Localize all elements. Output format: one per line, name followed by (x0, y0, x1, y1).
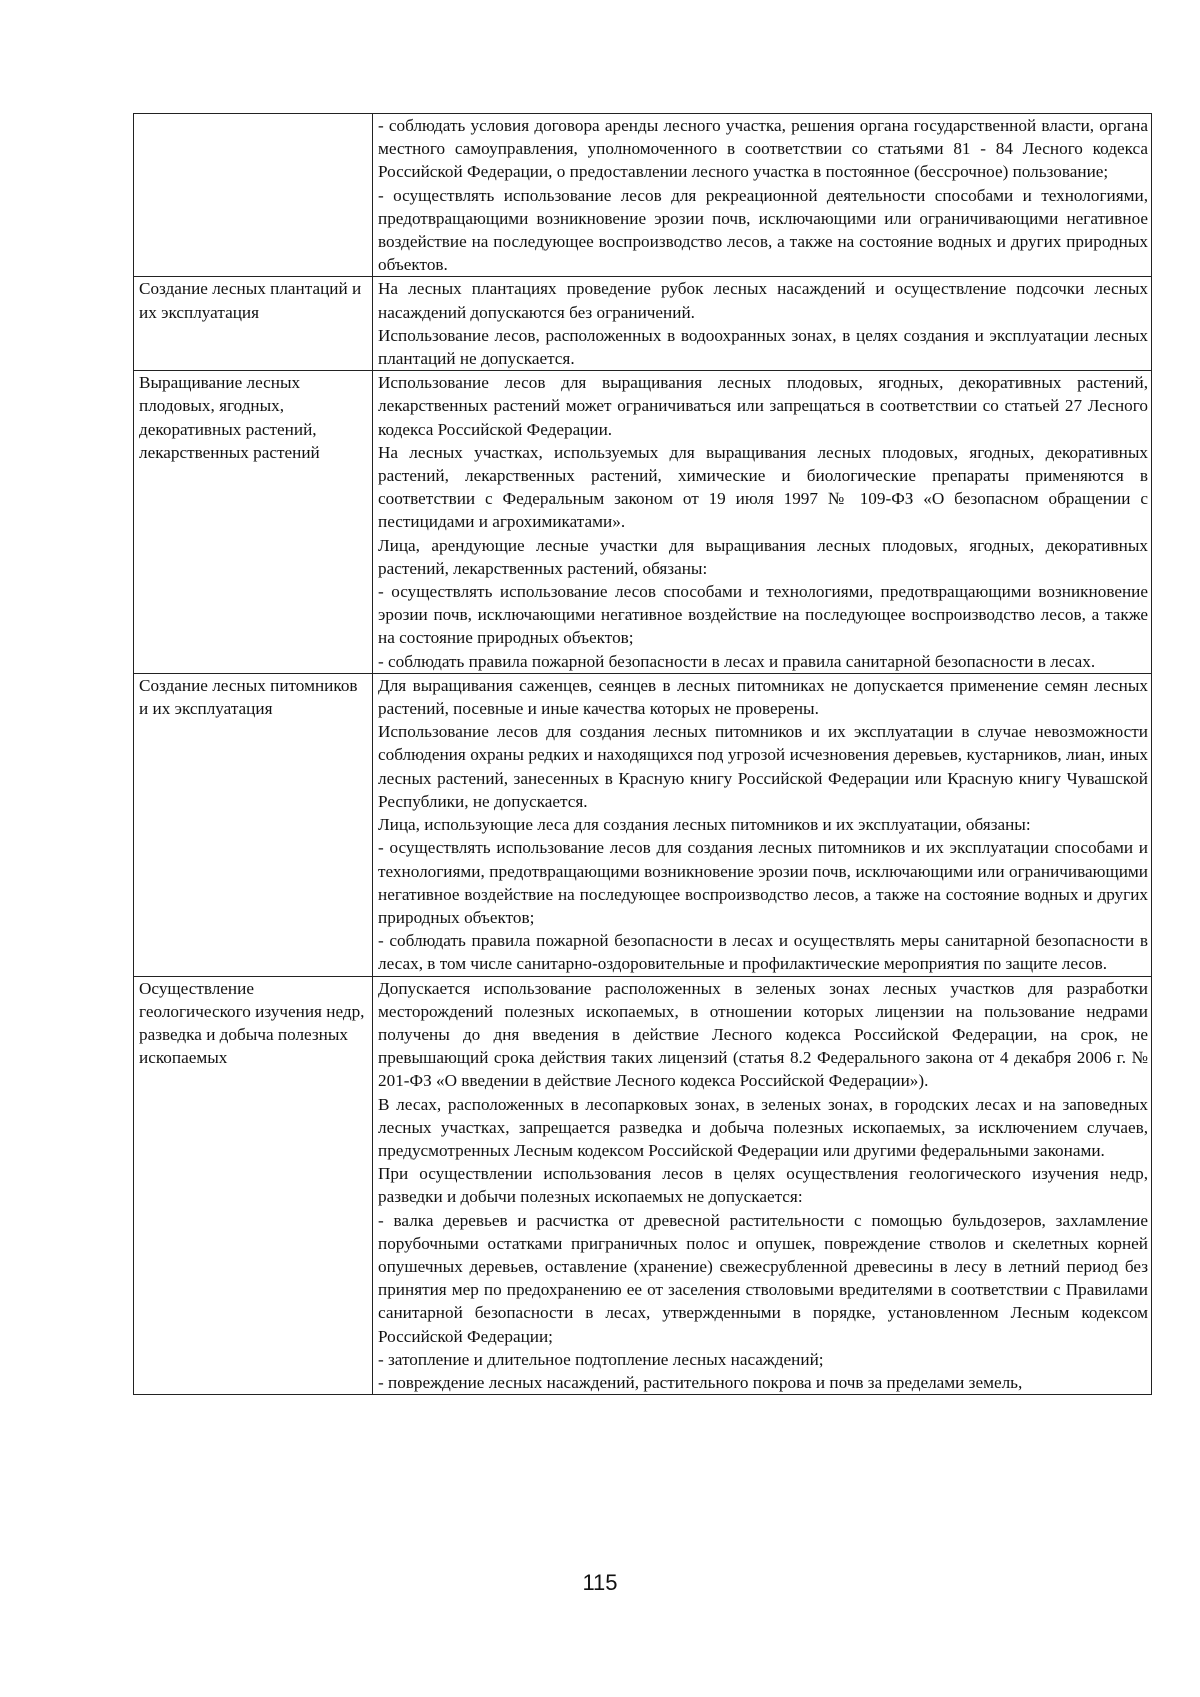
requirement-paragraph: Использование лесов для создания лесных питомников и их эксплуатации в случае невозможности соблюдения охраны редких и находящихся под угрозой исчезновения деревьев, кустарников, лиан, иных лесных растений, занесенных в Красную книгу Российской Федерации или Красную книгу Чувашской Республики, не допускается. (378, 722, 1148, 811)
page-number: 115 (582, 1570, 618, 1595)
regulations-table (133, 113, 1152, 1395)
table-row (134, 277, 1152, 371)
activity-cell: Осуществление геологического изучения недр, разведка и добыча полезных ископаемых (134, 976, 373, 1395)
activity-cell (134, 114, 373, 277)
requirement-paragraph: - соблюдать правила пожарной безопасности в лесах и правила санитарной безопасности в лесах. (378, 651, 1096, 671)
requirement-paragraph: - валка деревьев и расчистка от древесной растительности с помощью бульдозеров, захламление порубочными остатками приграничных полос и опушек, повреждение стволов и скелетных корней опушечных деревьев, оставление (хранение) свежесрубленной древесины в лесу в летний период без принятия мер по предохранению ее от заселения стволовыми вредителями в соответствии с Правилами санитарной безопасности в лесах, утвержденными в порядке, установленном Лесным кодексом Российской Федерации; (378, 1210, 1148, 1346)
requirement-paragraph: Для выращивания саженцев, сеянцев в лесных питомниках не допускается применение семян лесных растений, посевные и иные качества которых не проверены. (378, 675, 1148, 719)
requirement-paragraph: - затопление и длительное подтопление лесных насаждений; (378, 1349, 824, 1369)
requirement-paragraph: - соблюдать условия договора аренды лесного участка, решения органа государственной власти, органа местного самоуправления, уполномоченного в соответствии со статьями 81 - 84 Лесного кодекса Российской Федерации, о предоставлении лесного участка в постоянное (бессрочное) пользование; (378, 116, 1148, 182)
requirements-cell (373, 114, 1152, 277)
activity-cell: Выращивание лесных плодовых, ягодных, декоративных растений, лекарственных растений (134, 371, 373, 674)
activity-cell: Создание лесных плантаций и их эксплуатация (134, 277, 373, 371)
table-body (134, 114, 1152, 1395)
requirement-paragraph: - соблюдать правила пожарной безопасности в лесах и осуществлять меры санитарной безопасности в лесах, в том числе санитарно-оздоровительные и профилактические мероприятия по защите лесов. (378, 931, 1148, 974)
requirement-paragraph: Использование лесов, расположенных в водоохранных зонах, в целях создания и эксплуатации лесных плантаций не допускается. (378, 325, 1148, 369)
table-row (134, 976, 1152, 1395)
requirement-paragraph: - осуществлять использование лесов способами и технологиями, предотвращающими возникновение эрозии почв, исключающими негативное воздействие на последующее воспроизводство лесов, а также на состояние природных объектов; (378, 582, 1148, 648)
table-row (134, 114, 1152, 277)
table-row (134, 673, 1152, 976)
requirement-paragraph: - повреждение лесных насаждений, растительного покрова и почв за пределами земель, (378, 1372, 1023, 1392)
requirement-paragraph: Лица, арендующие лесные участки для выращивания лесных плодовых, ягодных, декоративных растений, лекарственных растений, обязаны: (378, 535, 1148, 578)
requirements-cell (373, 976, 1152, 1395)
requirements-cell (373, 371, 1152, 674)
requirement-paragraph: При осуществлении использования лесов в целях осуществления геологического изучения недр, разведки и добычи полезных ископаемых не допускается: (378, 1164, 1148, 1207)
requirement-paragraph: Лица, использующие леса для создания лесных питомников и их эксплуатации, обязаны: (378, 815, 1031, 835)
requirement-paragraph: В лесах, расположенных в лесопарковых зонах, в зеленых зонах, в городских лесах и на заповедных лесных участках, запрещается разведка и добыча полезных ископаемых, за исключением случаев, предусмотренных Лесным кодексом Российской Федерации или другими федеральными законами. (378, 1094, 1148, 1160)
activity-cell: Создание лесных питомников и их эксплуатация (134, 673, 373, 976)
requirement-paragraph: На лесных плантациях проведение рубок лесных насаждений и осуществление подсочки лесных насаждений допускаются без ограничений. (378, 279, 1148, 322)
requirements-cell (373, 277, 1152, 371)
table-row (134, 371, 1152, 674)
requirement-paragraph: На лесных участках, используемых для выращивания лесных плодовых, ягодных, декоративных растений, лекарственных растений, химические и биологические препараты применяются в соответствии с Федеральным законом от 19 июля 1997 № 109-ФЗ «О безопасном обращении с пестицидами и агрохимикатами». (378, 442, 1148, 532)
requirements-cell (373, 673, 1152, 976)
requirement-paragraph: - осуществлять использование лесов для рекреационной деятельности способами и технологиями, предотвращающими возникновение эрозии почв, исключающими или ограничивающими негативное воздействие на последующее воспроизводство лесов, а также на состояние водных и других природных объектов. (378, 185, 1148, 275)
requirement-paragraph: - осуществлять использование лесов для создания лесных питомников и их эксплуатации способами и технологиями, предотвращающими возникновение эрозии почв, исключающими или ограничивающими негативное воздействие на последующее воспроизводство лесов, а также на состояние водных и других природных объектов; (378, 838, 1148, 927)
requirement-paragraph: Использование лесов для выращивания лесных плодовых, ягодных, декоративных растений, лекарственных растений может ограничиваться или запрещаться в соответствии со статьей 27 Лесного кодекса Российской Федерации. (378, 373, 1148, 439)
requirement-paragraph: Допускается использование расположенных в зеленых зонах лесных участков для разработки месторождений полезных ископаемых, в отношении которых лицензии на пользование недрами получены до дня введения в действие Лесного кодекса Российской Федерации, на срок, не превышающий срока действия таких лицензий (статья 8.2 Федерального закона от 4 декабря 2006 г. № 201-ФЗ «О введении в действие Лесного кодекса Российской Федерации»). (378, 978, 1148, 1091)
